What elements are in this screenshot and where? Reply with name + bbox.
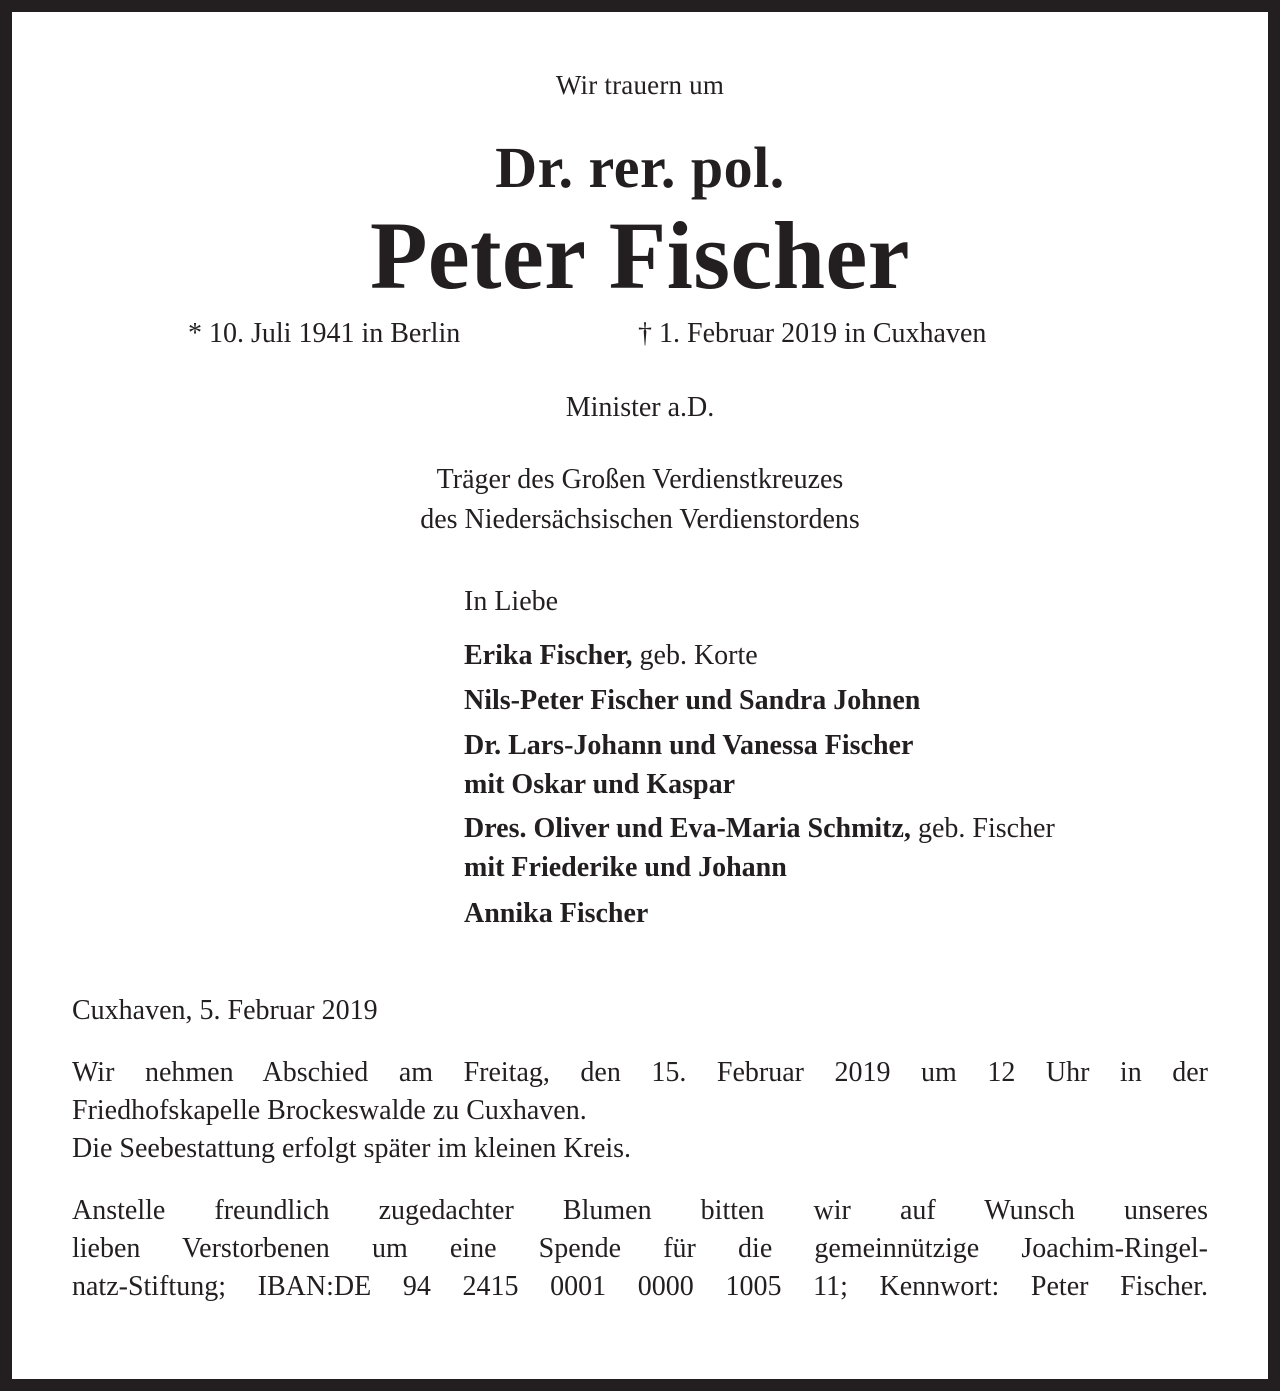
member-note: geb. Korte: [632, 640, 758, 671]
honor-line-2: des Niedersächsischen Verdienstordens: [420, 504, 860, 535]
birth-info: * 10. Juli 1941 in Berlin: [188, 318, 461, 349]
family-member: [464, 813, 1055, 845]
donation-line-3: natz-Stiftung; IBAN:DE 94 2415 0001 0000 1005 11; Kennwort: Peter Fischer.: [72, 1271, 1208, 1302]
farewell-paragraph: [72, 1054, 1208, 1168]
family-member: [464, 685, 920, 717]
member-name: Erika Fischer,: [464, 640, 633, 671]
intro-text: Wir trauern um: [555, 70, 725, 100]
family-member: [464, 898, 648, 930]
member-name: Dres. Oliver und Eva-Maria Schmitz,: [464, 813, 911, 844]
obituary-notice: [12, 12, 1268, 1379]
family-member: [464, 852, 787, 884]
family-member: [464, 730, 913, 762]
honor-line-1: Träger des Großen Verdienstkreuzes: [436, 464, 844, 495]
member-name: Nils-Peter Fischer und Sandra Johnen: [464, 685, 921, 716]
donation-line-2: lieben Verstorbenen um eine Spende für die gemeinnützige Joachim-Ringel-: [72, 1233, 1208, 1264]
donation-paragraph: [72, 1192, 1208, 1306]
member-name: Annika Fischer: [464, 898, 649, 929]
member-name: Dr. Lars-Johann und Vanessa Fischer: [464, 730, 914, 761]
member-name: mit Oskar und Kaspar: [464, 769, 735, 800]
academic-title: Dr. rer. pol.: [495, 135, 785, 200]
farewell-line-2: Friedhofskapelle Brockeswalde zu Cuxhaven.: [72, 1095, 587, 1126]
farewell-line-1: Wir nehmen Abschied am Freitag, den 15. Februar 2019 um 12 Uhr in der: [72, 1057, 1208, 1088]
deceased-name: Peter Fischer: [369, 202, 911, 309]
family-intro: In Liebe: [464, 586, 559, 617]
family-member: [464, 769, 735, 801]
member-name: mit Friederike und Johann: [464, 852, 787, 883]
honor-text: [12, 460, 1268, 540]
family-member: [464, 640, 758, 672]
place-date: Cuxhaven, 5. Februar 2019: [72, 995, 378, 1026]
death-info: † 1. Februar 2019 in Cuxhaven: [638, 318, 987, 349]
farewell-line-3: Die Seebestattung erfolgt später im kleinen Kreis.: [72, 1133, 632, 1164]
member-note: geb. Fischer: [910, 813, 1055, 844]
donation-line-1: Anstelle freundlich zugedachter Blumen bitten wir auf Wunsch unseres: [72, 1195, 1208, 1226]
role-text: Minister a.D.: [565, 392, 715, 423]
